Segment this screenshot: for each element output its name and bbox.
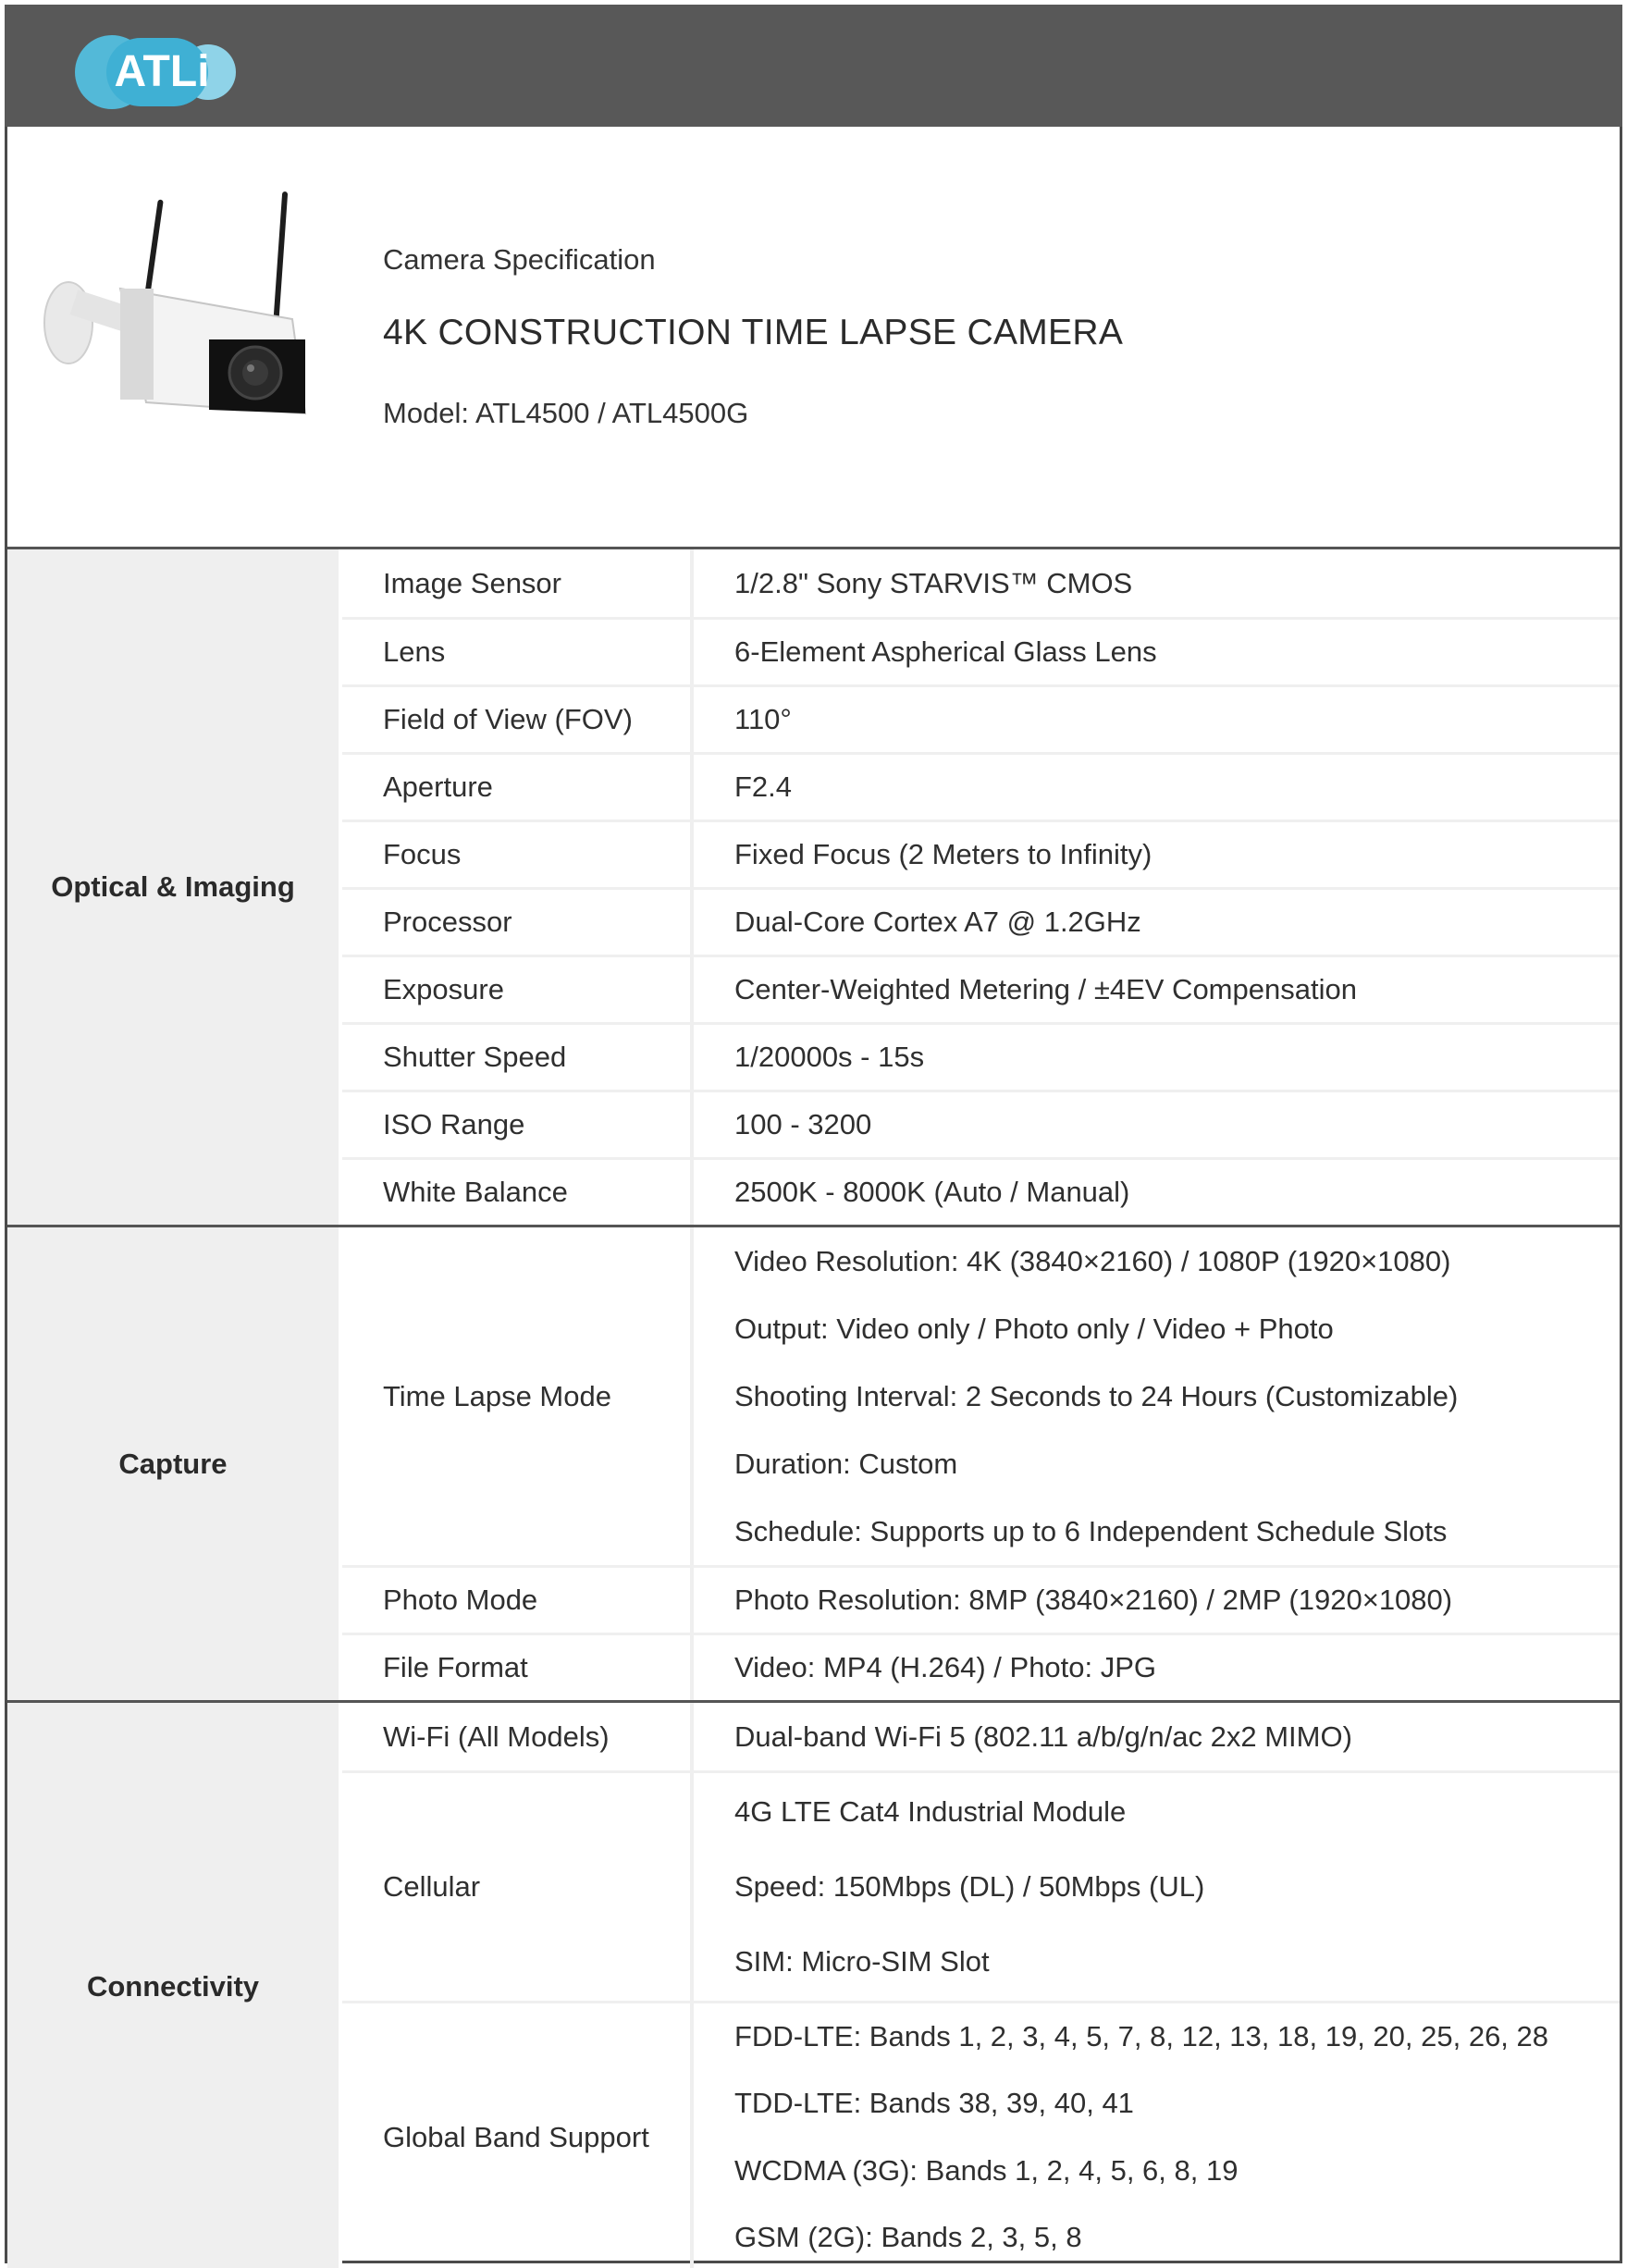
spec-value: Duration: Custom <box>734 1447 958 1480</box>
spec-value: 1/20000s - 15s <box>734 1041 925 1073</box>
section-connectivity <box>7 1700 1620 2268</box>
table-row <box>342 752 1620 820</box>
table-row <box>342 2001 1620 2268</box>
spec-key: Focus <box>342 822 694 887</box>
spec-value: Video: MP4 (H.264) / Photo: JPG <box>734 1651 1157 1683</box>
spec-value: Fixed Focus (2 Meters to Infinity) <box>734 838 1152 870</box>
spec-key: Shutter Speed <box>342 1025 694 1090</box>
table-row <box>342 617 1620 684</box>
section-optical-imaging <box>7 547 1620 1225</box>
section-capture <box>7 1225 1620 1700</box>
table-row <box>342 1703 1620 1770</box>
spec-key: ISO Range <box>342 1092 694 1157</box>
spec-value: Speed: 150Mbps (DL) / 50Mbps (UL) <box>734 1870 1205 1903</box>
camera-image <box>35 191 313 432</box>
spec-key: Exposure <box>342 957 694 1022</box>
spec-value: Dual-band Wi-Fi 5 (802.11 a/b/g/n/ac 2x2 MIMO) <box>734 1719 1352 1753</box>
table-row <box>342 1227 1620 1565</box>
spec-value: 2500K - 8000K (Auto / Manual) <box>734 1176 1130 1208</box>
spec-key: Lens <box>342 620 694 684</box>
document-label: Camera Specification <box>383 243 656 276</box>
section-label: Connectivity <box>7 1703 342 2268</box>
spec-value: 6-Element Aspherical Glass Lens <box>734 635 1157 668</box>
spec-key: Time Lapse Mode <box>342 1227 694 1565</box>
spec-value: GSM (2G): Bands 2, 3, 5, 8 <box>734 2220 1082 2253</box>
section-label: Capture <box>7 1227 342 1700</box>
spec-key: Wi-Fi (All Models) <box>342 1703 694 1770</box>
table-row <box>342 1022 1620 1090</box>
table-row <box>342 1633 1620 1700</box>
spec-key: Photo Mode <box>342 1568 694 1633</box>
spec-value: TDD-LTE: Bands 38, 39, 40, 41 <box>734 2087 1134 2120</box>
header-bar <box>5 5 1622 127</box>
spec-key: Cellular <box>342 1773 694 2001</box>
spec-value: F2.4 <box>734 770 793 803</box>
table-row <box>342 1157 1620 1225</box>
table-row <box>342 1770 1620 2001</box>
table-row <box>342 1565 1620 1633</box>
spec-value: 4G LTE Cat4 Industrial Module <box>734 1795 1127 1828</box>
spec-value: Shooting Interval: 2 Seconds to 24 Hours (Customizable) <box>734 1379 1459 1412</box>
svg-text:ATLi: ATLi <box>114 47 210 96</box>
spec-key: Image Sensor <box>342 549 694 617</box>
table-row <box>342 549 1620 617</box>
spec-key: Field of View (FOV) <box>342 687 694 752</box>
table-row <box>342 955 1620 1022</box>
spec-value: Dual-Core Cortex A7 @ 1.2GHz <box>734 906 1141 938</box>
table-row <box>342 887 1620 955</box>
table-row <box>342 1090 1620 1157</box>
table-row <box>342 820 1620 887</box>
atli-logo <box>69 31 254 114</box>
spec-value: Photo Resolution: 8MP (3840×2160) / 2MP (1920×1080) <box>734 1584 1453 1616</box>
spec-value: 1/2.8" Sony STARVIS™ CMOS <box>734 566 1133 599</box>
section-label: Optical & Imaging <box>7 549 342 1225</box>
spec-key: Global Band Support <box>342 2003 694 2268</box>
spec-key: File Format <box>342 1635 694 1700</box>
spec-value: Center-Weighted Metering / ±4EV Compensation <box>734 973 1357 1005</box>
spec-value: WCDMA (3G): Bands 1, 2, 4, 5, 6, 8, 19 <box>734 2153 1239 2187</box>
spec-value: 110° <box>734 703 792 735</box>
spec-key: White Balance <box>342 1160 694 1225</box>
spec-value: Schedule: Supports up to 6 Independent Schedule Slots <box>734 1514 1448 1547</box>
spec-value: Output: Video only / Photo only / Video + Photo <box>734 1312 1334 1345</box>
product-model: Model: ATL4500 / ATL4500G <box>383 397 749 429</box>
table-row <box>342 684 1620 752</box>
spec-key: Processor <box>342 890 694 955</box>
spec-value: 100 - 3200 <box>734 1108 872 1140</box>
spec-value: Video Resolution: 4K (3840×2160) / 1080P (1920×1080) <box>734 1244 1451 1277</box>
document-hero <box>7 127 1620 547</box>
spec-value: FDD-LTE: Bands 1, 2, 3, 4, 5, 7, 8, 12, 13, 18, 19, 20, 25, 26, 28 <box>734 2020 1549 2053</box>
spec-key: Aperture <box>342 755 694 820</box>
product-title: 4K CONSTRUCTION TIME LAPSE CAMERA <box>383 313 1124 352</box>
spec-value: SIM: Micro-SIM Slot <box>734 1945 990 1978</box>
spec-table <box>7 547 1620 2268</box>
